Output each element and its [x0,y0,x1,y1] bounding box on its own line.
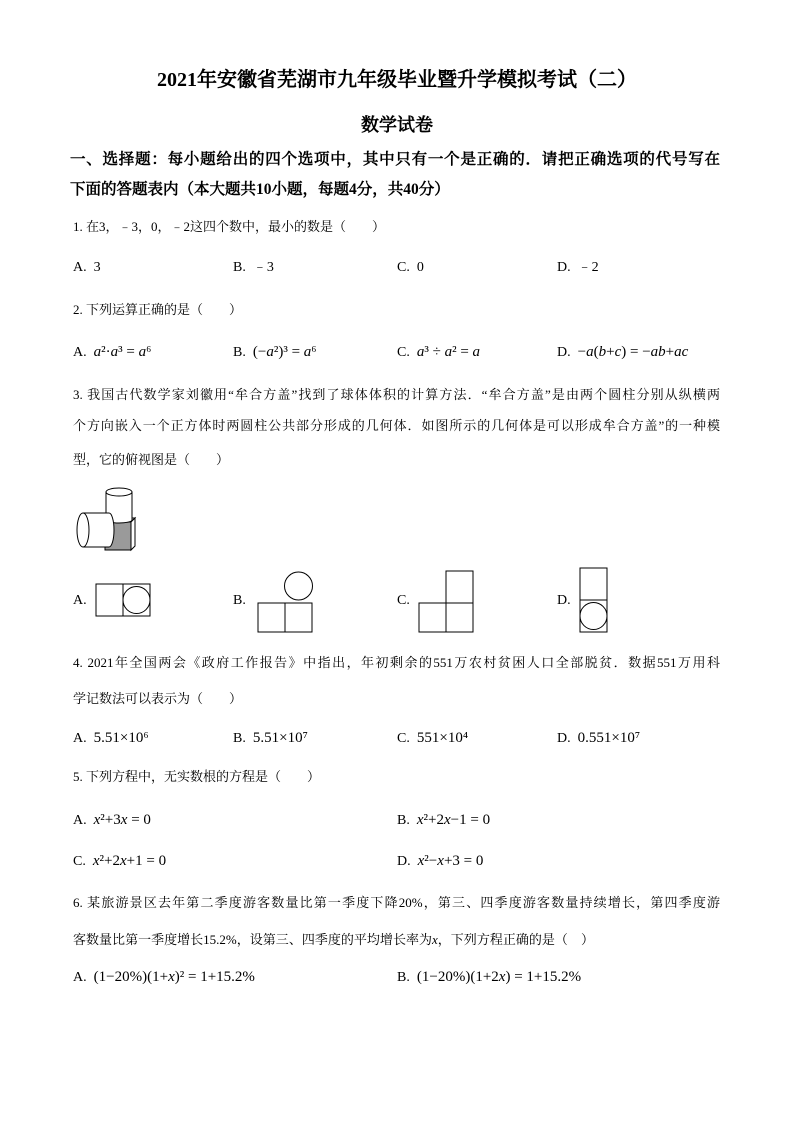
option-formula: x²+2x+1 = 0 [92,853,167,869]
question-2-stem: 2. 下列运算正确的是（ ） [73,302,243,317]
option-text: ﹣3 [252,260,274,275]
square [446,571,473,603]
question-4-stem-line-1: 4. 2021年全国两会《政府工作报告》中指出，年初剩余的551万农村贫困人口全部脱贫．数据551万用科 [73,655,720,670]
option-label: C. [397,731,410,746]
exam-title: 2021年安徽省芜湖市九年级毕业暨升学模拟考试（二） [157,69,637,91]
option-formula: a³ ÷ a² = a [416,344,481,360]
option-label: A. [73,731,87,746]
circle [580,603,607,630]
question-4-option-c [397,726,468,751]
option-formula: (1−20%)(1+2x) = 1+15.2% [416,969,582,985]
option-formula: 5.51×10⁶ [93,730,149,746]
question-2-option-c [397,340,480,365]
option-text: 0 [416,260,424,275]
question-2-option-b [233,340,317,365]
question-1-option-d [557,256,599,280]
circle [123,587,150,614]
option-label: A. [73,260,87,275]
option-formula: x²+2x−1 = 0 [416,812,491,828]
question-1-option-a [73,256,101,280]
option-label: B. [233,731,246,746]
option-formula: 5.51×10⁷ [252,730,308,746]
square [285,603,312,632]
question-3-option-b-label: B. [233,593,246,608]
square [446,603,473,632]
option-label: B. [397,813,410,828]
vertical-cylinder-top [106,488,132,496]
option-text: 3 [93,260,101,275]
question-3-stem-line-2: 个方向嵌入一个正方体时两圆柱公共部分形成的几何体．如图所示的几何体是可以形成牟合方盖”的一种模 [73,418,720,433]
question-3-stem-line-1: 3. 我国古代数学家刘徽用“牟合方盖”找到了球体体积的计算方法．“牟合方盖”是由两个圆柱分别从纵横两 [73,387,720,402]
question-4-stem-line-2: 学记数法可以表示为（ ） [73,691,243,706]
option-label: A. [73,970,87,985]
square [123,584,150,616]
option-label: C. [397,345,410,360]
option-label: D. [557,731,571,746]
option-label: D. [397,854,411,869]
question-3-option-c-figure [418,569,474,634]
square [580,568,607,600]
option-label: A. [73,345,87,360]
option-formula: 551×10⁴ [416,730,469,746]
question-1-option-c [397,256,424,280]
square [580,600,607,632]
option-formula: 0.551×10⁷ [577,730,641,746]
question-3-option-d-figure [579,567,609,634]
question-3-option-d-label: D. [557,593,571,608]
question-1-option-b [233,256,274,280]
question-3-option-a-figure [95,583,151,618]
question-5-option-d [397,849,483,874]
square [419,603,446,632]
mouhe-fanggai-model-figure [73,484,139,554]
question-3-stem-line-3: 型，它的俯视图是（ ） [73,452,230,467]
question-3-option-c-label: C. [397,593,410,608]
option-label: B. [233,260,246,275]
question-2-option-a [73,340,151,365]
horizontal-cylinder-end [77,513,89,547]
option-formula: (1−20%)(1+x)² = 1+15.2% [93,969,255,985]
option-label: D. [557,260,571,275]
square [258,603,285,632]
question-4-option-d [557,726,640,751]
question-3-option-a-label: A. [73,593,87,608]
option-text: ﹣2 [577,260,599,275]
circle [285,572,313,600]
question-6-stem-line-2: 客数量比第一季度增长15.2%，设第三、四季度的平均增长率为x，下列方程正确的是（ ） [73,932,594,947]
option-formula: −a(b+c) = −ab+ac [577,344,689,360]
question-5-option-a [73,808,151,833]
square [96,584,123,616]
question-5-stem: 5. 下列方程中，无实数根的方程是（ ） [73,769,321,784]
option-formula: x²+3x = 0 [93,812,151,828]
question-5-option-c [73,849,166,874]
cube-side-face [131,518,135,550]
question-6-stem-line-1: 6. 某旅游景区去年第二季度游客数量比第一季度下降20%，第三、四季度游客数量持续增长，第四季度游 [73,895,720,910]
question-6-option-b [397,965,581,990]
option-label: C. [73,854,86,869]
option-label: B. [397,970,410,985]
option-formula: a²·a³ = a⁶ [93,344,152,360]
option-formula: x²−x+3 = 0 [417,853,484,869]
option-label: A. [73,813,87,828]
question-5-option-b [397,808,490,833]
question-4-option-a [73,726,149,751]
section-heading-line-1: 一、选择题：每小题给出的四个选项中，其中只有一个是正确的．请把正确选项的代号写在 [70,151,720,168]
option-label: B. [233,345,246,360]
exam-subtitle: 数学试卷 [361,115,433,135]
question-2-option-d [557,340,688,365]
question-1-stem: 1. 在3，﹣3，0，﹣2这四个数中，最小的数是（ ） [73,219,386,234]
question-4-option-b [233,726,308,751]
question-3-option-b-figure [257,569,313,634]
option-label: C. [397,260,410,275]
question-6-option-a [73,965,255,990]
option-formula: (−a²)³ = a⁶ [252,344,317,360]
option-label: D. [557,345,571,360]
section-heading-line-2: 下面的答题表内（本大题共10小题，每题4分，共40分） [70,181,450,198]
